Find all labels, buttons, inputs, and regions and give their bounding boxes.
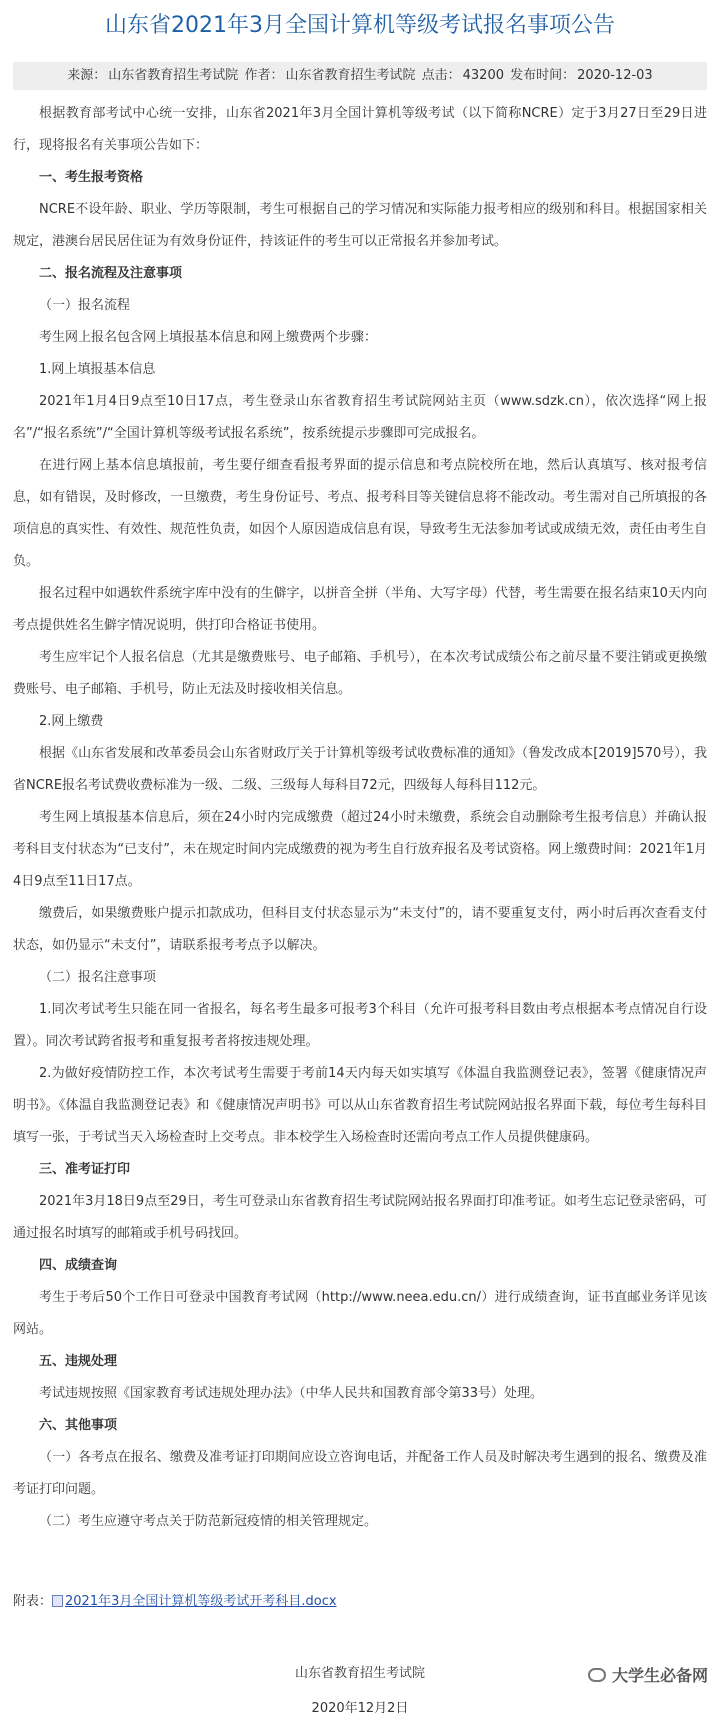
body-paragraph: 1.网上填报基本信息 — [39, 362, 156, 377]
body-paragraph: 报名过程中如遇软件系统字库中没有的生僻字，以拼音全拼（半角、大写字母）代替，考生需要在报名结束10天内向考点提供姓名生僻字情况说明，供打印合格证书使用。 — [13, 586, 707, 633]
author-label: 作者： — [244, 68, 284, 83]
section-heading: 二、报名流程及注意事项 — [39, 266, 183, 281]
source-value: 山东省教育招生考试院 — [108, 68, 239, 83]
subsection-heading: （一）报名流程 — [39, 298, 131, 313]
attachment-label: 附表： — [13, 1594, 53, 1609]
body-paragraph: （一）各考点在报名、缴费及准考证打印期间应设立咨询电话，并配备工作人员及时解决考生遇到的报名、缴费及准考证打印问题。 — [13, 1450, 707, 1497]
body-paragraph: 考生应牢记个人报名信息（尤其是缴费账号、电子邮箱、手机号），在本次考试成绩公布之前尽量不要注销或更换缴费账号、电子邮箱、手机号，防止无法及时接收相关信息。 — [13, 650, 707, 697]
section-heading: 四、成绩查询 — [39, 1258, 118, 1273]
body-paragraph: 2.为做好疫情防控工作，本次考试考生需要于考前14天内每天如实填写《体温自我监测登记表》，签署《健康情况声明书》。《体温自我监测登记表》和《健康情况声明书》可以从山东省教育招生考试院网站报名界面下载，每位考生每科目填写一张，于考试当天入场检查时上交考点。非本校学生入场检查时还需向考点工作人员提供健康码。 — [13, 1066, 707, 1145]
body-paragraph: （二）考生应遵守考点关于防范新冠疫情的相关管理规定。 — [39, 1514, 378, 1529]
watermark-text: 大学生必备网 — [611, 1666, 708, 1685]
wechat-icon — [588, 1668, 606, 1682]
subsection-heading: （二）报名注意事项 — [39, 970, 157, 985]
attachment-row — [13, 1592, 337, 1612]
watermark — [588, 1663, 708, 1686]
body-paragraph: 2.网上缴费 — [39, 714, 104, 729]
body-paragraph: 考生网上填报基本信息后，须在24小时内完成缴费（超过24小时未缴费，系统会自动删除考生报考信息）并确认报考科目支付状态为“已支付”，未在规定时间内完成缴费的视为考生自行放弃报名及考试资格。网上缴费时间：2021年1月4日9点至11日17点。 — [13, 810, 707, 889]
body-paragraph: 根据《山东省发展和改革委员会山东省财政厅关于计算机等级考试收费标准的通知》（鲁发改成本[2019]570号），我省NCRE报名考试费收费标准为一级、二级、三级每人每科目72元，四级每人每科目112元。 — [13, 746, 707, 793]
clicks-value: 43200 — [462, 68, 504, 83]
body-paragraph: 考生网上报名包含网上填报基本信息和网上缴费两个步骤： — [39, 330, 378, 345]
body-paragraph: 根据教育部考试中心统一安排，山东省2021年3月全国计算机等级考试（以下简称NCRE）定于3月27日至29日进行，现将报名有关事项公告如下： — [13, 106, 707, 153]
body-paragraph: 1.同次考试考生只能在同一省报名，每名考生最多可报考3个科目（允许可报考科目数由考点根据本考点情况自行设置）。同次考试跨省报考和重复报考者将按违规处理。 — [13, 1002, 707, 1049]
word-document-icon — [52, 1595, 63, 1607]
section-heading: 五、违规处理 — [39, 1354, 118, 1369]
page-title: 山东省2021年3月全国计算机等级考试报名事项公告 — [105, 13, 615, 38]
author-value: 山东省教育招生考试院 — [285, 68, 416, 83]
publish-date-label: 发布时间： — [510, 68, 576, 83]
body-paragraph: 在进行网上基本信息填报前，考生要仔细查看报考界面的提示信息和考点院校所在地，然后认真填写、核对报考信息，如有错误，及时修改，一旦缴费，考生身份证号、考点、报考科目等关键信息将不能改动。考生需对自己所填报的各项信息的真实性、有效性、规范性负责，如因个人原因造成信息有误，导致考生无法参加考试或成绩无效，责任由考生自负。 — [13, 458, 707, 569]
section-heading: 一、考生报考资格 — [39, 170, 144, 185]
footer-date: 2020年12月2日 — [311, 1701, 409, 1716]
article-meta-bar — [13, 62, 707, 90]
body-paragraph: 考生于考后50个工作日可登录中国教育考试网（http://www.neea.edu.cn/）进行成绩查询，证书直邮业务详见该网站。 — [13, 1290, 707, 1337]
body-paragraph: 2021年3月18日9点至29日，考生可登录山东省教育招生考试院网站报名界面打印准考证。如考生忘记登录密码，可通过报名时填写的邮箱或手机号码找回。 — [13, 1194, 707, 1241]
attachment-link[interactable]: 2021年3月全国计算机等级考试开考科目.docx — [65, 1594, 337, 1609]
body-paragraph: 缴费后，如果缴费账户提示扣款成功，但科目支付状态显示为“未支付”的，请不要重复支付，两小时后再次查看支付状态，如仍显示“未支付”，请联系报考考点予以解决。 — [13, 906, 707, 953]
body-paragraph: NCRE不设年龄、职业、学历等限制，考生可根据自己的学习情况和实际能力报考相应的级别和科目。根据国家相关规定，港澳台居民居住证为有效身份证件，持该证件的考生可以正常报名并参加考试。 — [13, 202, 707, 249]
clicks-label: 点击： — [421, 68, 461, 83]
publish-date-value: 2020-12-03 — [577, 68, 653, 83]
section-heading: 六、其他事项 — [39, 1418, 118, 1433]
body-paragraph: 考试违规按照《国家教育考试违规处理办法》（中华人民共和国教育部令第33号）处理。 — [39, 1386, 544, 1401]
source-label: 来源： — [67, 68, 107, 83]
footer-organization: 山东省教育招生考试院 — [294, 1666, 425, 1681]
article-body — [13, 98, 707, 1538]
section-heading: 三、准考证打印 — [39, 1162, 131, 1177]
body-paragraph: 2021年1月4日9点至10日17点，考生登录山东省教育招生考试院网站主页（www.sdzk.cn），依次选择“网上报名”/“报名系统”/“全国计算机等级考试报名系统”，按系统提示步骤即可完成报名。 — [13, 394, 707, 441]
